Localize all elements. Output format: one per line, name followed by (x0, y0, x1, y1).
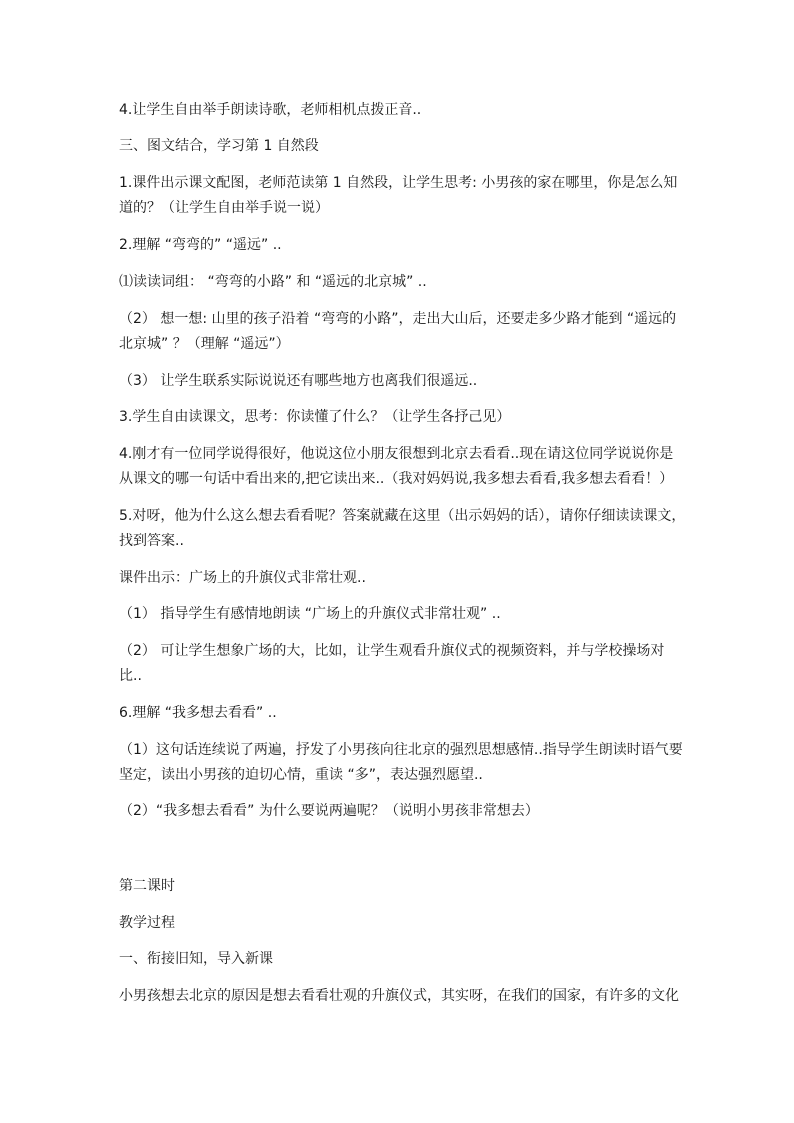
section-heading: 三、图文结合，学习第 1 自然段 (119, 138, 319, 154)
text-line: 道的？（让学生自由举手说一说） (119, 200, 329, 216)
section-heading: 第二课时 (119, 878, 175, 894)
text-line: 小男孩想去北京的原因是想去看看壮观的升旗仪式，其实呀，在我们的国家，有许多的文化 (119, 988, 679, 1004)
text-line: ⑴读读词组： “弯弯的小路” 和 “遥远的北京城” .. (119, 274, 427, 290)
text-line: 从课文的哪一句话中看出来的,把它读出来..（我对妈妈说,我多想去看看,我多想去看看！） (119, 471, 674, 487)
section-heading: 一、衔接旧知，导入新课 (119, 951, 273, 967)
text-line: （2） 可让学生想象广场的大，比如，让学生观看升旗仪式的视频资料，并与学校操场对 (119, 643, 665, 659)
text-line: 课件出示：广场上的升旗仪式非常壮观.. (119, 570, 366, 586)
text-line: 3.学生自由读课文，思考：你读懂了什么？（让学生各抒己见） (119, 409, 511, 425)
text-line: （1）这句话连续说了两遍，抒发了小男孩向往北京的强烈思想感情..指导学生朗读时语气要 (119, 742, 683, 758)
text-line: 找到答案.. (119, 533, 184, 549)
text-line: 6.理解 “我多想去看看” .. (119, 705, 277, 721)
text-line: 4.让学生自由举手朗读诗歌，老师相机点拨正音.. (119, 102, 422, 118)
section-heading: 教学过程 (119, 915, 175, 931)
text-line: 坚定，读出小男孩的迫切心情，重读 “多”，表达强烈愿望.. (119, 767, 483, 783)
text-line: （3） 让学生联系实际说说还有哪些地方也离我们很遥远.. (119, 373, 478, 389)
text-line: （1） 指导学生有感情地朗读 “广场上的升旗仪式非常壮观” .. (119, 606, 501, 622)
text-line: 5.对呀，他为什么这么想去看看呢？答案就藏在这里（出示妈妈的话），请你仔细读读课文， (119, 508, 686, 524)
text-line: 比.. (119, 668, 142, 684)
text-line: 4.刚才有一位同学说得很好，他说这位小朋友很想到北京去看看..现在请这位同学说说你是 (119, 446, 674, 462)
text-line: （2）“我多想去看看” 为什么要说两遍呢？（说明小男孩非常想去） (119, 803, 539, 819)
text-line: 北京城” ？（理解 “遥远”） (119, 336, 290, 352)
text-line: 1.课件出示课文配图，老师范读第 1 自然段，让学生思考: 小男孩的家在哪里，你是怎么知 (119, 175, 678, 191)
text-line: 2.理解 “弯弯的” “遥远” .. (119, 237, 282, 253)
text-line: （2） 想一想: 山里的孩子沿着 “弯弯的小路”，走出大山后，还要走多少路才能到 “遥远的 (119, 311, 677, 327)
